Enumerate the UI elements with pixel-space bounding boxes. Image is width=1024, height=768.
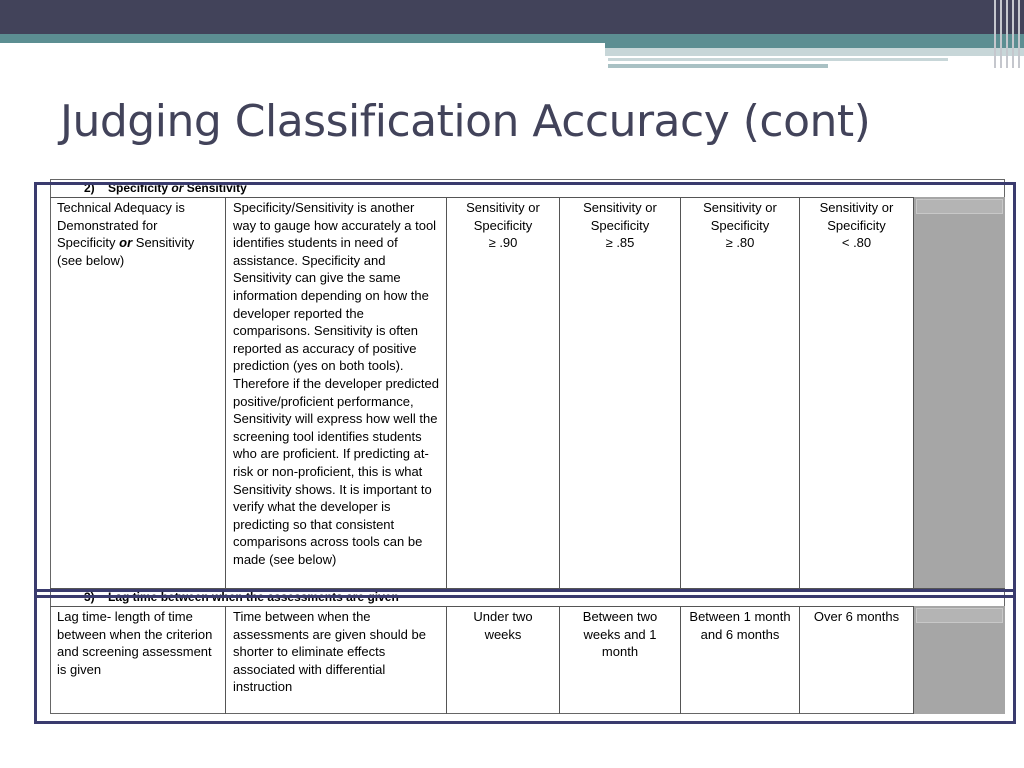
table-row-specificity-criterion: Technical Adequacy is Demonstrated for Specificity or Sensitivity (see below) bbox=[50, 197, 226, 589]
header-stripe-3 bbox=[608, 64, 828, 68]
section-heading-lag-time: 3) Lag time between when the assessments are given bbox=[84, 590, 399, 604]
rating-cell: Under two weeks bbox=[447, 606, 560, 714]
rating-cell: Sensitivity or Specificity < .80 bbox=[800, 197, 914, 589]
header-band-dark bbox=[0, 0, 1024, 34]
highlight-box-specificity bbox=[34, 182, 1016, 598]
highlight-box-lag-time bbox=[34, 589, 1016, 724]
rating-cell: Sensitivity or Specificity ≥ .80 bbox=[681, 197, 800, 589]
rating-cell: Between 1 month and 6 months bbox=[681, 606, 800, 714]
decor-vline bbox=[1018, 0, 1020, 68]
table-row-specificity-description: Specificity/Sensitivity is another way to gauge how accurately a tool identifies students in need of assistance. Specificity and Sensitivity can give the same information depending on how the developer reported the comparisons. Sensitivity is often reported as accuracy of positive prediction (yes on both tools). Therefore if the developer predicted positive/proficient performance, Sensitivity will express how well the screening tool identifies students who are proficient. If predicting at-risk or non-proficient, this is what Sensitivity shows. It is important to verify what the developer is predicting so that consistent comparisons across tools can be made (see below) bbox=[226, 197, 447, 589]
decor-vline bbox=[1000, 0, 1002, 68]
decor-vline bbox=[994, 0, 996, 68]
rating-cell: Sensitivity or Specificity ≥ .85 bbox=[560, 197, 681, 589]
table-row-lag-description: Time between when the assessments are given should be shorter to eliminate effects associated with differential instruction bbox=[226, 606, 447, 714]
decor-vline bbox=[1006, 0, 1008, 68]
header-stripe-1 bbox=[605, 48, 1024, 56]
section-heading-specificity: 2) Specificity or Sensitivity bbox=[84, 181, 247, 195]
header-stripe-2 bbox=[608, 58, 948, 61]
decor-vline bbox=[1012, 0, 1014, 68]
rating-cell: Between two weeks and 1 month bbox=[560, 606, 681, 714]
rating-cell: Sensitivity or Specificity ≥ .90 bbox=[447, 197, 560, 589]
header-notch bbox=[0, 43, 605, 48]
table-row-lag-criterion: Lag time- length of time between when the criterion and screening assessment is given bbox=[50, 606, 226, 714]
slide-title: Judging Classification Accuracy (cont) bbox=[60, 96, 871, 147]
rating-cell: Over 6 months bbox=[800, 606, 914, 714]
